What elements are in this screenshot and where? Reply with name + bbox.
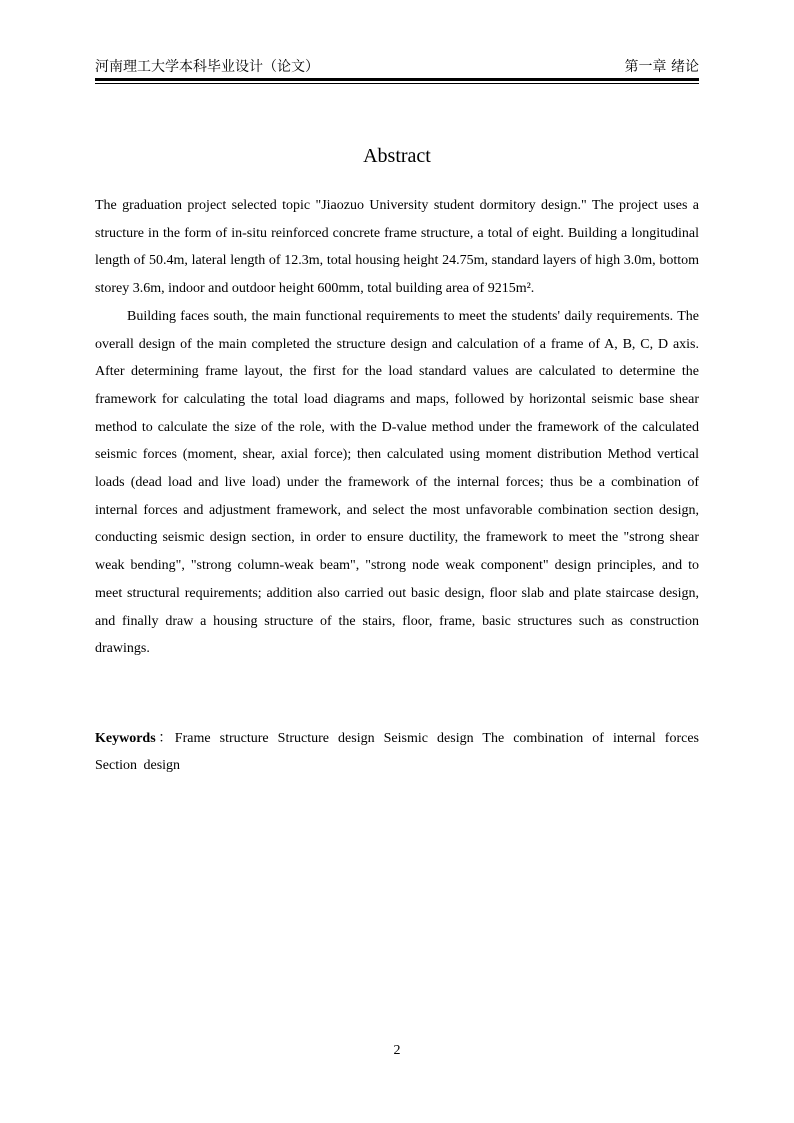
abstract-paragraph-2: Building faces south, the main functional requirements to meet the students' daily requirements. The overall design of the main completed the structure design and calculation of a frame of A, B, C, D axis. After determining frame layout, the first for the load standard values are calculated to determine the framework for calculating the total load diagrams and maps, followed by horizontal seismic base shear method to calculate the size of the role, with the D-value method under the framework of the calculated seismic forces (moment, shear, axial force); then calculated using moment distribution Method vertical loads (dead load and live load) under the framework of the internal forces; thus be a combination of internal forces and adjustment framework, and select the most unfavorable combination section design, conducting seismic design section, in order to ensure ductility, the framework to meet the "strong shear weak bending", "strong column-weak beam", "strong node weak component" design principles, and to meet structural requirements; addition also carried out basic design, floor slab and plate staircase design, and finally draw a housing structure of the stairs, floor, frame, basic structures such as construction drawings. (95, 308, 699, 657)
keywords-section (95, 725, 699, 779)
keywords-separator: ： (155, 731, 175, 746)
page-header (95, 56, 699, 78)
page-number: 2 (393, 1043, 401, 1058)
abstract-paragraph-1: The graduation project selected topic "Jiaozuo University student dormitory design." The project uses a structure in the form of in-situ reinforced concrete frame structure, a total of eight. Building a longitudinal length of 50.4m, lateral length of 12.3m, total housing height 24.75m, standard layers of high 3.0m, bottom storey 3.6m, indoor and outdoor height 600mm, total building area of 9215m². (95, 198, 699, 297)
abstract-body (95, 192, 699, 663)
header-rule-thin (95, 83, 699, 84)
header-rule-thick (95, 78, 699, 81)
abstract-title: Abstract (363, 145, 431, 167)
header-thesis-title: 河南理工大学本科毕业设计（论文） (95, 59, 319, 75)
header-chapter-title: 第一章 绪论 (624, 59, 699, 75)
keywords-label: Keywords (95, 731, 156, 746)
keywords-text: Frame structure Structure design Seismic design The combination of internal forces Section design (95, 731, 699, 773)
